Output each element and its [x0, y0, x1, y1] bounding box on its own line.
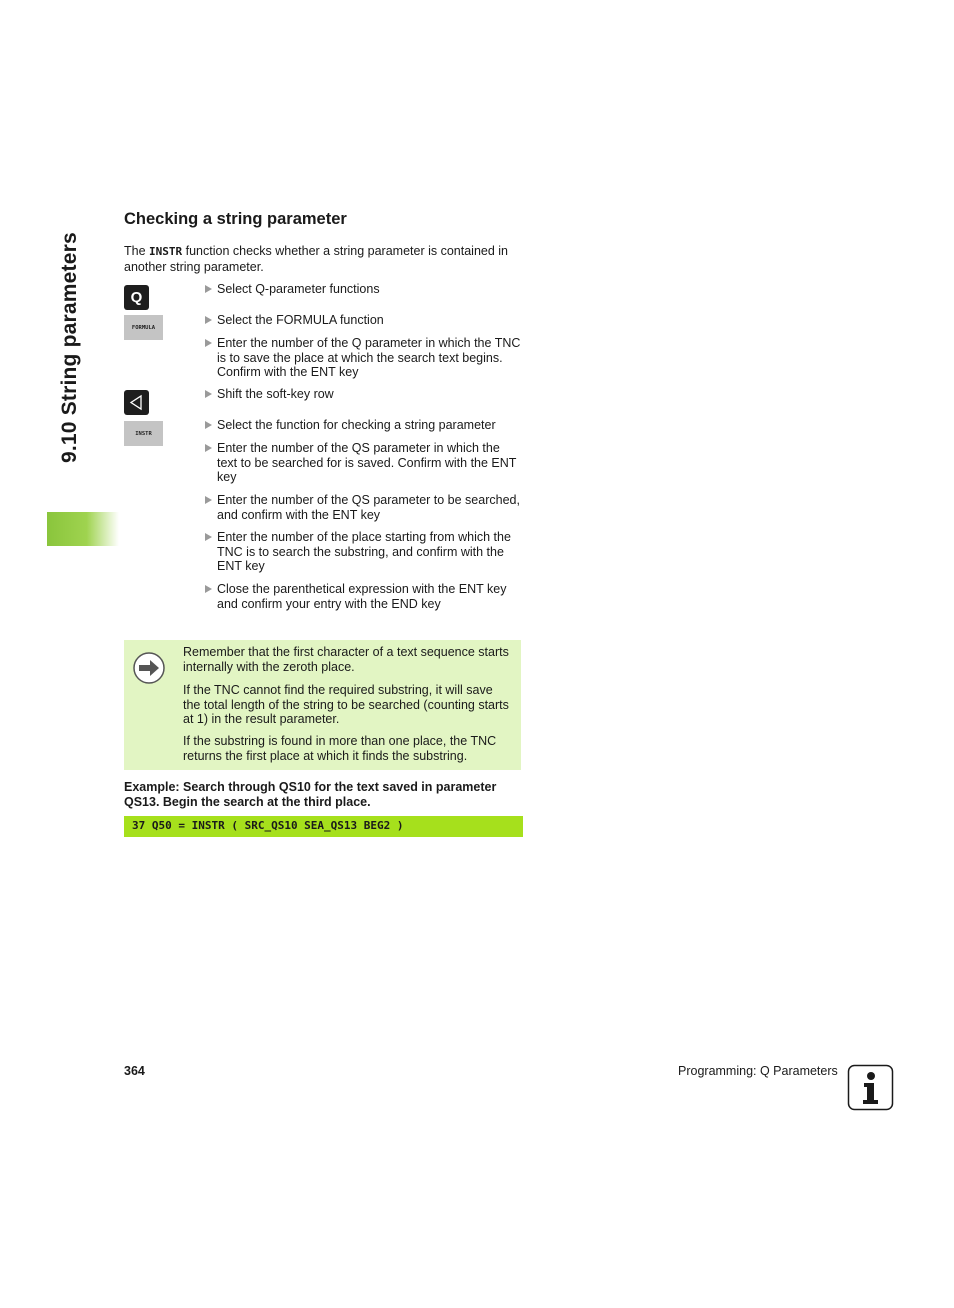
example-code-block: [124, 816, 523, 837]
step-bullet-icon: [205, 496, 212, 504]
note-paragraph: If the substring is found in more than one place, the TNC returns the first place at which it finds the substring.: [183, 734, 497, 763]
chapter-title-text: 9.10 String parameters: [58, 232, 81, 463]
note-paragraph: Remember that the first character of a text sequence starts internally with the zeroth place.: [183, 645, 509, 674]
step-text: Select the function for checking a string parameter: [217, 418, 496, 432]
step-bullet-icon: [205, 316, 212, 324]
step-text: Enter the number of the QS parameter in which the text to be searched for is saved. Confirm with the ENT key: [217, 441, 517, 484]
example-code-line: 37 Q50 = INSTR ( SRC_QS10 SEA_QS13 BEG2 ): [132, 819, 404, 832]
step-item: [205, 530, 523, 574]
step-item: [205, 313, 523, 328]
step-item: [205, 582, 523, 611]
step-bullet-icon: [205, 339, 212, 347]
intro-paragraph: [124, 244, 524, 274]
footer-chapter-name: Programming: Q Parameters: [678, 1064, 838, 1078]
step-bullet-icon: [205, 585, 212, 593]
intro-keyword: INSTR: [149, 245, 183, 258]
example-title: Example: Search through QS10 for the text saved in parameter QS13. Begin the search at the third place.: [124, 780, 497, 809]
step-bullet-icon: [205, 421, 212, 429]
step-text: Enter the number of the QS parameter to be searched, and confirm with the ENT key: [217, 493, 520, 522]
step-item: [205, 387, 523, 402]
arrow-right-icon: [132, 651, 166, 690]
step-bullet-icon: [205, 390, 212, 398]
step-text: Shift the soft-key row: [217, 387, 334, 401]
page-number: 364: [124, 1064, 145, 1078]
instr-softkey-icon: [124, 421, 163, 446]
shift-softkey-row-icon: [124, 390, 149, 415]
step-item: [205, 493, 523, 522]
note-paragraph: If the TNC cannot find the required substring, it will save the total length of the string to be searched (counting starts at 1) in the result parameter.: [183, 683, 509, 726]
intro-text-start: The: [124, 244, 150, 258]
section-heading: Checking a string parameter: [124, 210, 347, 228]
formula-softkey-label: FORMULA: [131, 324, 156, 331]
instr-softkey-label: INSTR: [135, 430, 152, 437]
intro-text-end: function checks whether a string parameter is contained in another string parameter.: [124, 244, 509, 274]
step-item: [205, 336, 523, 380]
step-text: Enter the number of the place starting from which the TNC is to search the substring, and confirm with the ENT key: [217, 530, 511, 573]
chapter-tab-marker: [47, 512, 119, 546]
step-bullet-icon: [205, 444, 212, 452]
step-bullet-icon: [205, 285, 212, 293]
info-icon: [847, 1064, 894, 1116]
step-bullet-icon: [205, 533, 212, 541]
step-text: Close the parenthetical expression with the ENT key and confirm your entry with the END key: [217, 582, 507, 611]
step-item: [205, 282, 523, 297]
step-text: Select Q-parameter functions: [217, 282, 380, 296]
formula-softkey-icon: [124, 315, 163, 340]
step-item: [205, 441, 523, 485]
step-text: Select the FORMULA function: [217, 313, 384, 327]
step-text: Enter the number of the Q parameter in which the TNC is to save the place at which the search text begins. Confirm with the ENT key: [217, 336, 521, 379]
step-item: [205, 418, 523, 433]
q-key-icon: Q: [124, 285, 149, 310]
